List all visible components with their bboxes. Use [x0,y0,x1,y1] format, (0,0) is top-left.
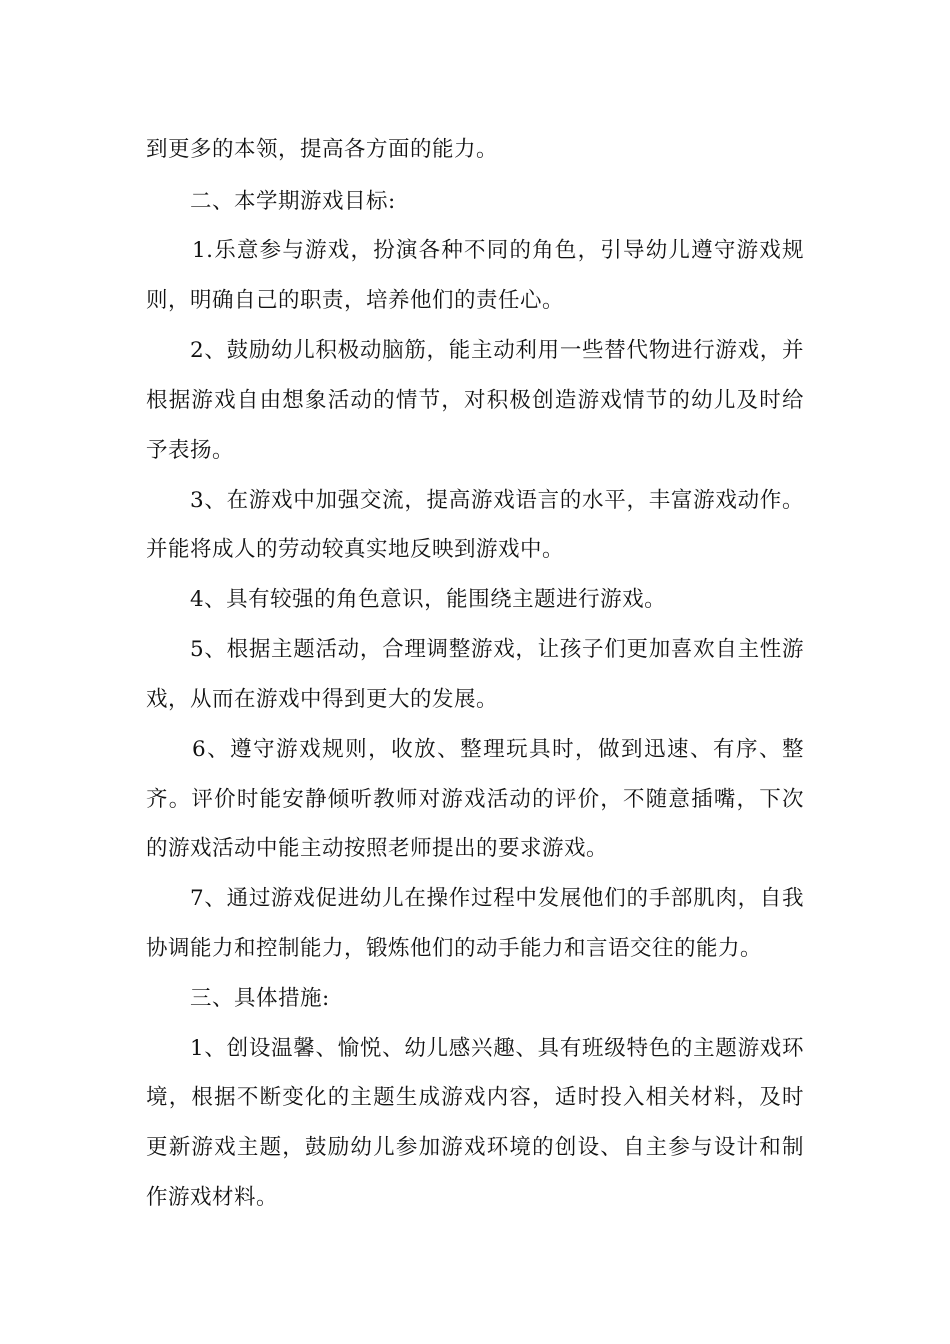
text-line: 戏，从而在游戏中得到更大的发展。 [146,687,499,712]
text-line: 予表扬。 [146,438,235,463]
text-line: 协调能力和控制能力，锻炼他们的动手能力和言语交往的能力。 [146,936,763,961]
section-heading: 二、本学期游戏目标: [190,189,396,214]
text-line: 7、通过游戏促进幼儿在操作过程中发展他们的手部肌肉，自我 [190,886,804,911]
text-line: 6、遵守游戏规则，收放、整理玩具时，做到迅速、有序、整 [192,737,804,762]
text-line: 作游戏材料。 [146,1185,279,1210]
text-line: 4、具有较强的角色意识，能围绕主题进行游戏。 [190,587,667,612]
text-line: 1、创设温馨、愉悦、幼儿感兴趣、具有班级特色的主题游戏环 [190,1036,804,1061]
text-line: 2、鼓励幼儿积极动脑筋，能主动利用一些替代物进行游戏，并 [190,338,804,363]
text-line: 则，明确自己的职责，培养他们的责任心。 [146,288,565,313]
text-line: 更新游戏主题，鼓励幼儿参加游戏环境的创设、自主参与设计和制 [146,1135,804,1160]
text-line: 境，根据不断变化的主题生成游戏内容，适时投入相关材料，及时 [146,1085,804,1110]
text-line: 的游戏活动中能主动按照老师提出的要求游戏。 [146,836,609,861]
text-line: 并能将成人的劳动较真实地反映到游戏中。 [146,537,565,562]
text-line: 到更多的本领，提高各方面的能力。 [146,137,499,162]
text-line: 根据游戏自由想象活动的情节，对积极创造游戏情节的幼儿及时给 [146,388,804,413]
text-line: 3、在游戏中加强交流，提高游戏语言的水平，丰富游戏动作。 [190,488,804,513]
section-heading: 三、具体措施: [190,986,330,1011]
text-line: 齐。评价时能安静倾听教师对游戏活动的评价，不随意插嘴，下次 [146,787,804,812]
text-line: 1.乐意参与游戏，扮演各种不同的角色，引导幼儿遵守游戏规 [192,238,804,263]
text-line: 5、根据主题活动，合理调整游戏，让孩子们更加喜欢自主性游 [190,637,804,662]
